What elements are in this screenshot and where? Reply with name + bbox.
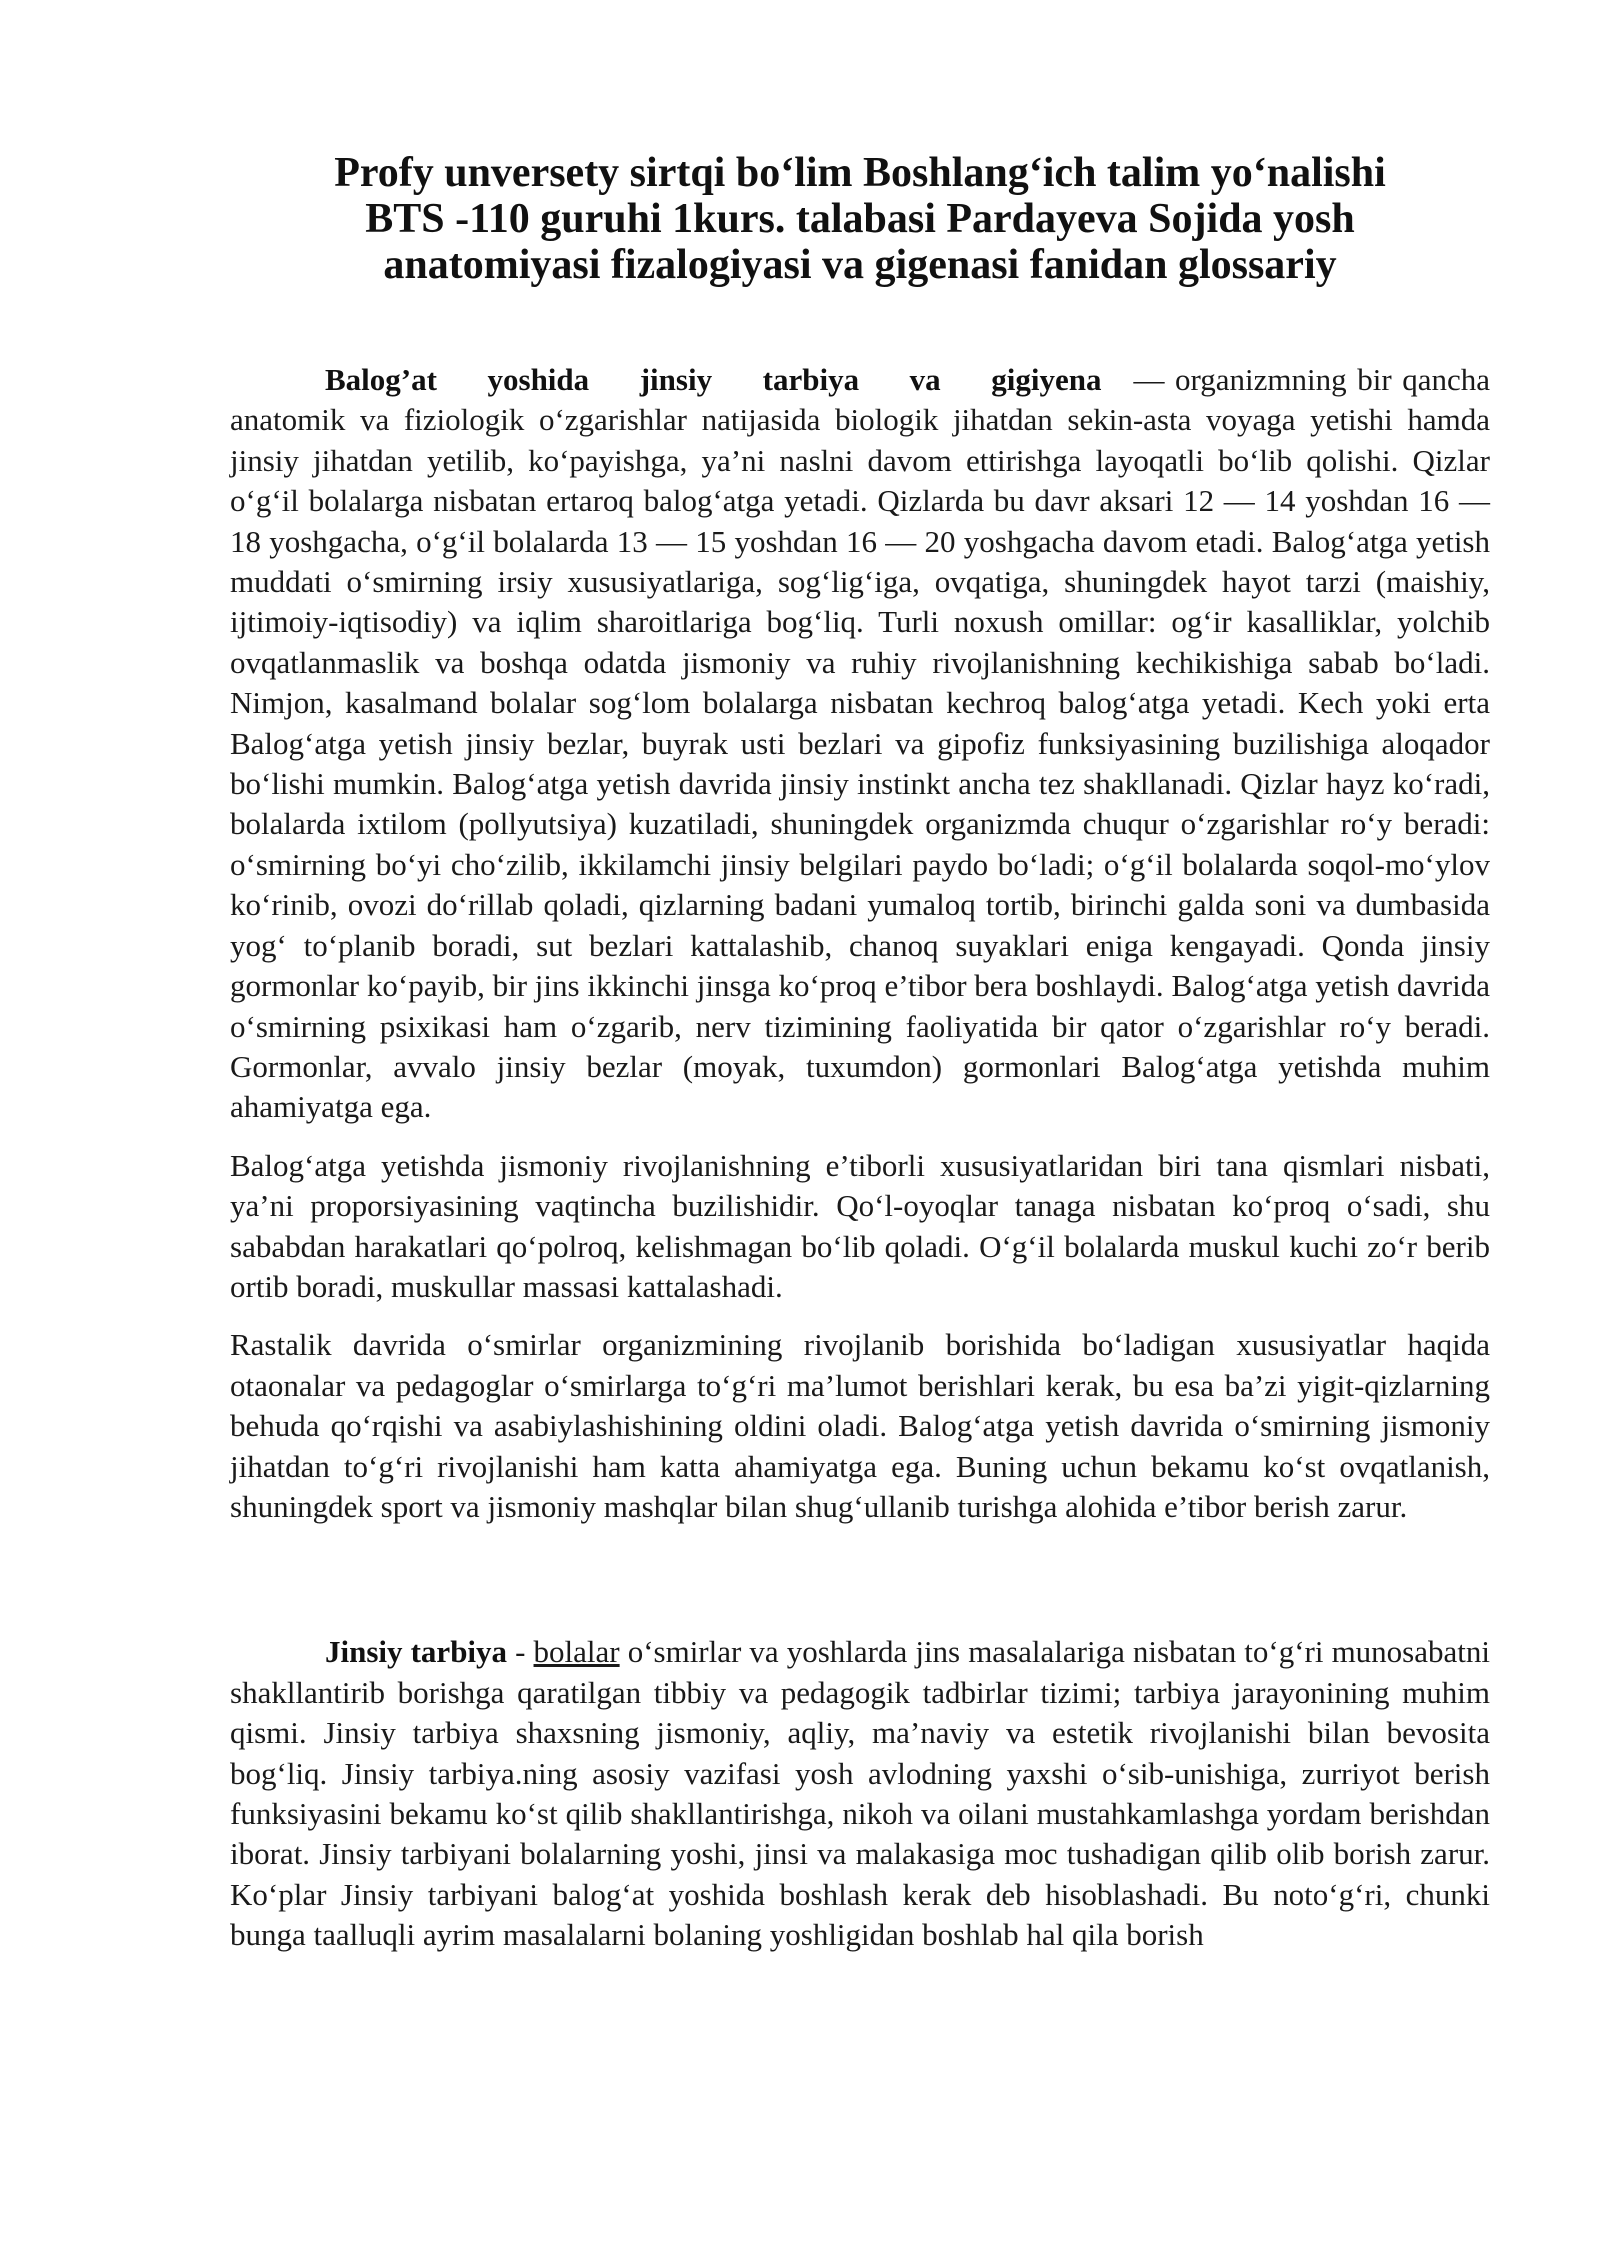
glossary-entry-jinsiy-tarbiya [230, 1632, 1490, 1955]
document-page [230, 150, 1490, 1956]
glossary-term: Balog’at yoshida jinsiy tarbiya va gigiyena [325, 362, 1102, 397]
glossary-entry-balogat [230, 360, 1490, 1128]
glossary-definition: o‘smirlar va yoshlarda jins masalalariga nisbatan to‘g‘ri munosabatni shakllantirib borishga qaratilgan tibbiy va pedagogik tadbirlar tizimi; tarbiya jarayonining muhim qismi. Jinsiy tarbiya shaxsning jismoniy, aqliy, ma’naviy va estetik rivojlanishi bilan bevosita bog‘liq. Jinsiy tarbiya.ning asosiy vazifasi yosh avlodning yaxshi o‘sib-unishiga, zurriyot berish funksiyasini bekamu ko‘st qilib shakllantirishga, nikoh va oilani mustahkamlashga yordam berishdan iborat. Jinsiy tarbiyani bolalarning yoshi, jinsi va malakasiga moc tushadigan qilib olib borish zarur. Ko‘plar Jinsiy tarbiyani balog‘at yoshida boshlash kerak deb hisoblashadi. Bu noto‘g‘ri, chunki bunga taalluqli ayrim masalalarni bolaning yoshligidan boshlab hal qila borish [230, 1634, 1490, 1953]
paragraph-proportions: Balog‘atga yetishda jismoniy rivojlanishning e’tiborli xususiyatlaridan biri tana qismlari nisbati, ya’ni proporsiyasining vaqtincha buzilishidir. Qo‘l-oyoqlar tanaga nisbatan ko‘proq o‘sadi, shu sababdan harakatlari qo‘polroq, kelishmagan bo‘lib qoladi. O‘g‘il bolalarda muskul kuchi zo‘r berib ortib boradi, muskullar massasi kattalashadi. [230, 1147, 1490, 1304]
glossary-term: Jinsiy tarbiya [325, 1634, 508, 1670]
term-separator: - [507, 1634, 534, 1670]
title-line-2: BTS -110 guruhi 1kurs. talabasi Pardayeva Sojida yosh [365, 196, 1355, 242]
glossary-definition: organizmning bir qancha anatomik va fiziologik o‘zgarishlar natijasida biologik jihatdan sekin-asta voyaga yetishi hamda jinsiy jihatdan yetilib, ko‘payishga, ya’ni naslni davom ettirishga layoqatli bo‘lib qolishi. Qizlar o‘g‘il bolalarga nisbatan ertaroq balog‘atga yetadi. Qizlarda bu davr aksari 12 — 14 yoshdan 16 — 18 yoshgacha, o‘g‘il bolalarda 13 — 15 yoshdan 16 — 20 yoshgacha davom etadi. Balog‘atga yetish muddati o‘smirning irsiy xususiyatlariga, sog‘lig‘iga, ovqatiga, shuningdek hayot tarzi (maishiy, ijtimoiy-iqtisodiy) va iqlim sharoitlariga bog‘liq. Turli noxush omillar: og‘ir kasalliklar, yolchib ovqatlanmaslik va boshqa odatda jismoniy va ruhiy rivojlanishning kechikishiga sabab bo‘ladi. Nimjon, kasalmand bolalar sog‘lom bolalarga nisbatan kechroq balog‘atga yetadi. Kech yoki erta Balog‘atga yetish jinsiy bezlar, buyrak usti bezlari va gipofiz funksiyasining buzilishiga aloqador bo‘lishi mumkin. Balog‘atga yetish davrida jinsiy instinkt ancha tez shakllanadi. Qizlar hayz ko‘radi, bolalarda ixtilom (pollyutsiya) kuzatiladi, shuningdek organizmda chuqur o‘zgarishlar ro‘y beradi: o‘smirning bo‘yi cho‘zilib, ikkilamchi jinsiy belgilari paydo bo‘ladi; o‘g‘il bolalarda soqol-mo‘ylov ko‘rinib, ovozi do‘rillab qoladi, qizlarning badani yumaloq tortib, birinchi galda soni va dumbasida yog‘ to‘planib boradi, sut bezlari kattalashib, chanoq suyaklari eniga kengayadi. Qonda jinsiy gormonlar ko‘payib, bir jins ikkinchi jinsga ko‘proq e’tibor bera boshlaydi. Balog‘atga yetish davrida o‘smirning psixikasi ham o‘zgarib, nerv tizimining faoliyatida bir qator o‘zgarishlar ro‘y beradi. Gormonlar, avvalo jinsiy bezlar (moyak, tuxumdon) gormonlari Balog‘atga yetishda muhim ahamiyatga ega. [230, 362, 1491, 1125]
title-line-1: Profy unversety sirtqi bo‘lim Boshlang‘ich talim yo‘nalishi [334, 150, 1386, 196]
title-line-3: anatomiyasi fizalogiyasi va gigenasi fanidan glossariy [383, 242, 1337, 288]
document-title [230, 150, 1490, 288]
paragraph-parents-guidance: Rastalik davrida o‘smirlar organizmining rivojlanib borishida bo‘ladigan xususiyatlar haqida otaonalar va pedagoglar o‘smirlarga to‘g‘ri ma’lumot berishlari kerak, bu esa ba’zi yigit-qizlarning behuda qo‘rqishi va asabiylashishining oldini oladi. Balog‘atga yetish davrida o‘smirning jismoniy jihatdan to‘g‘ri rivojlanishi ham katta ahamiyatga ega. Buning uchun bekamu ko‘st ovqatlanish, shuningdek sport va jismoniy mashqlar bilan shug‘ullanib turishga alohida e’tibor berish zarur. [230, 1327, 1490, 1524]
bolalar-link[interactable]: bolalar [533, 1634, 620, 1670]
term-dash: — [1133, 362, 1165, 397]
